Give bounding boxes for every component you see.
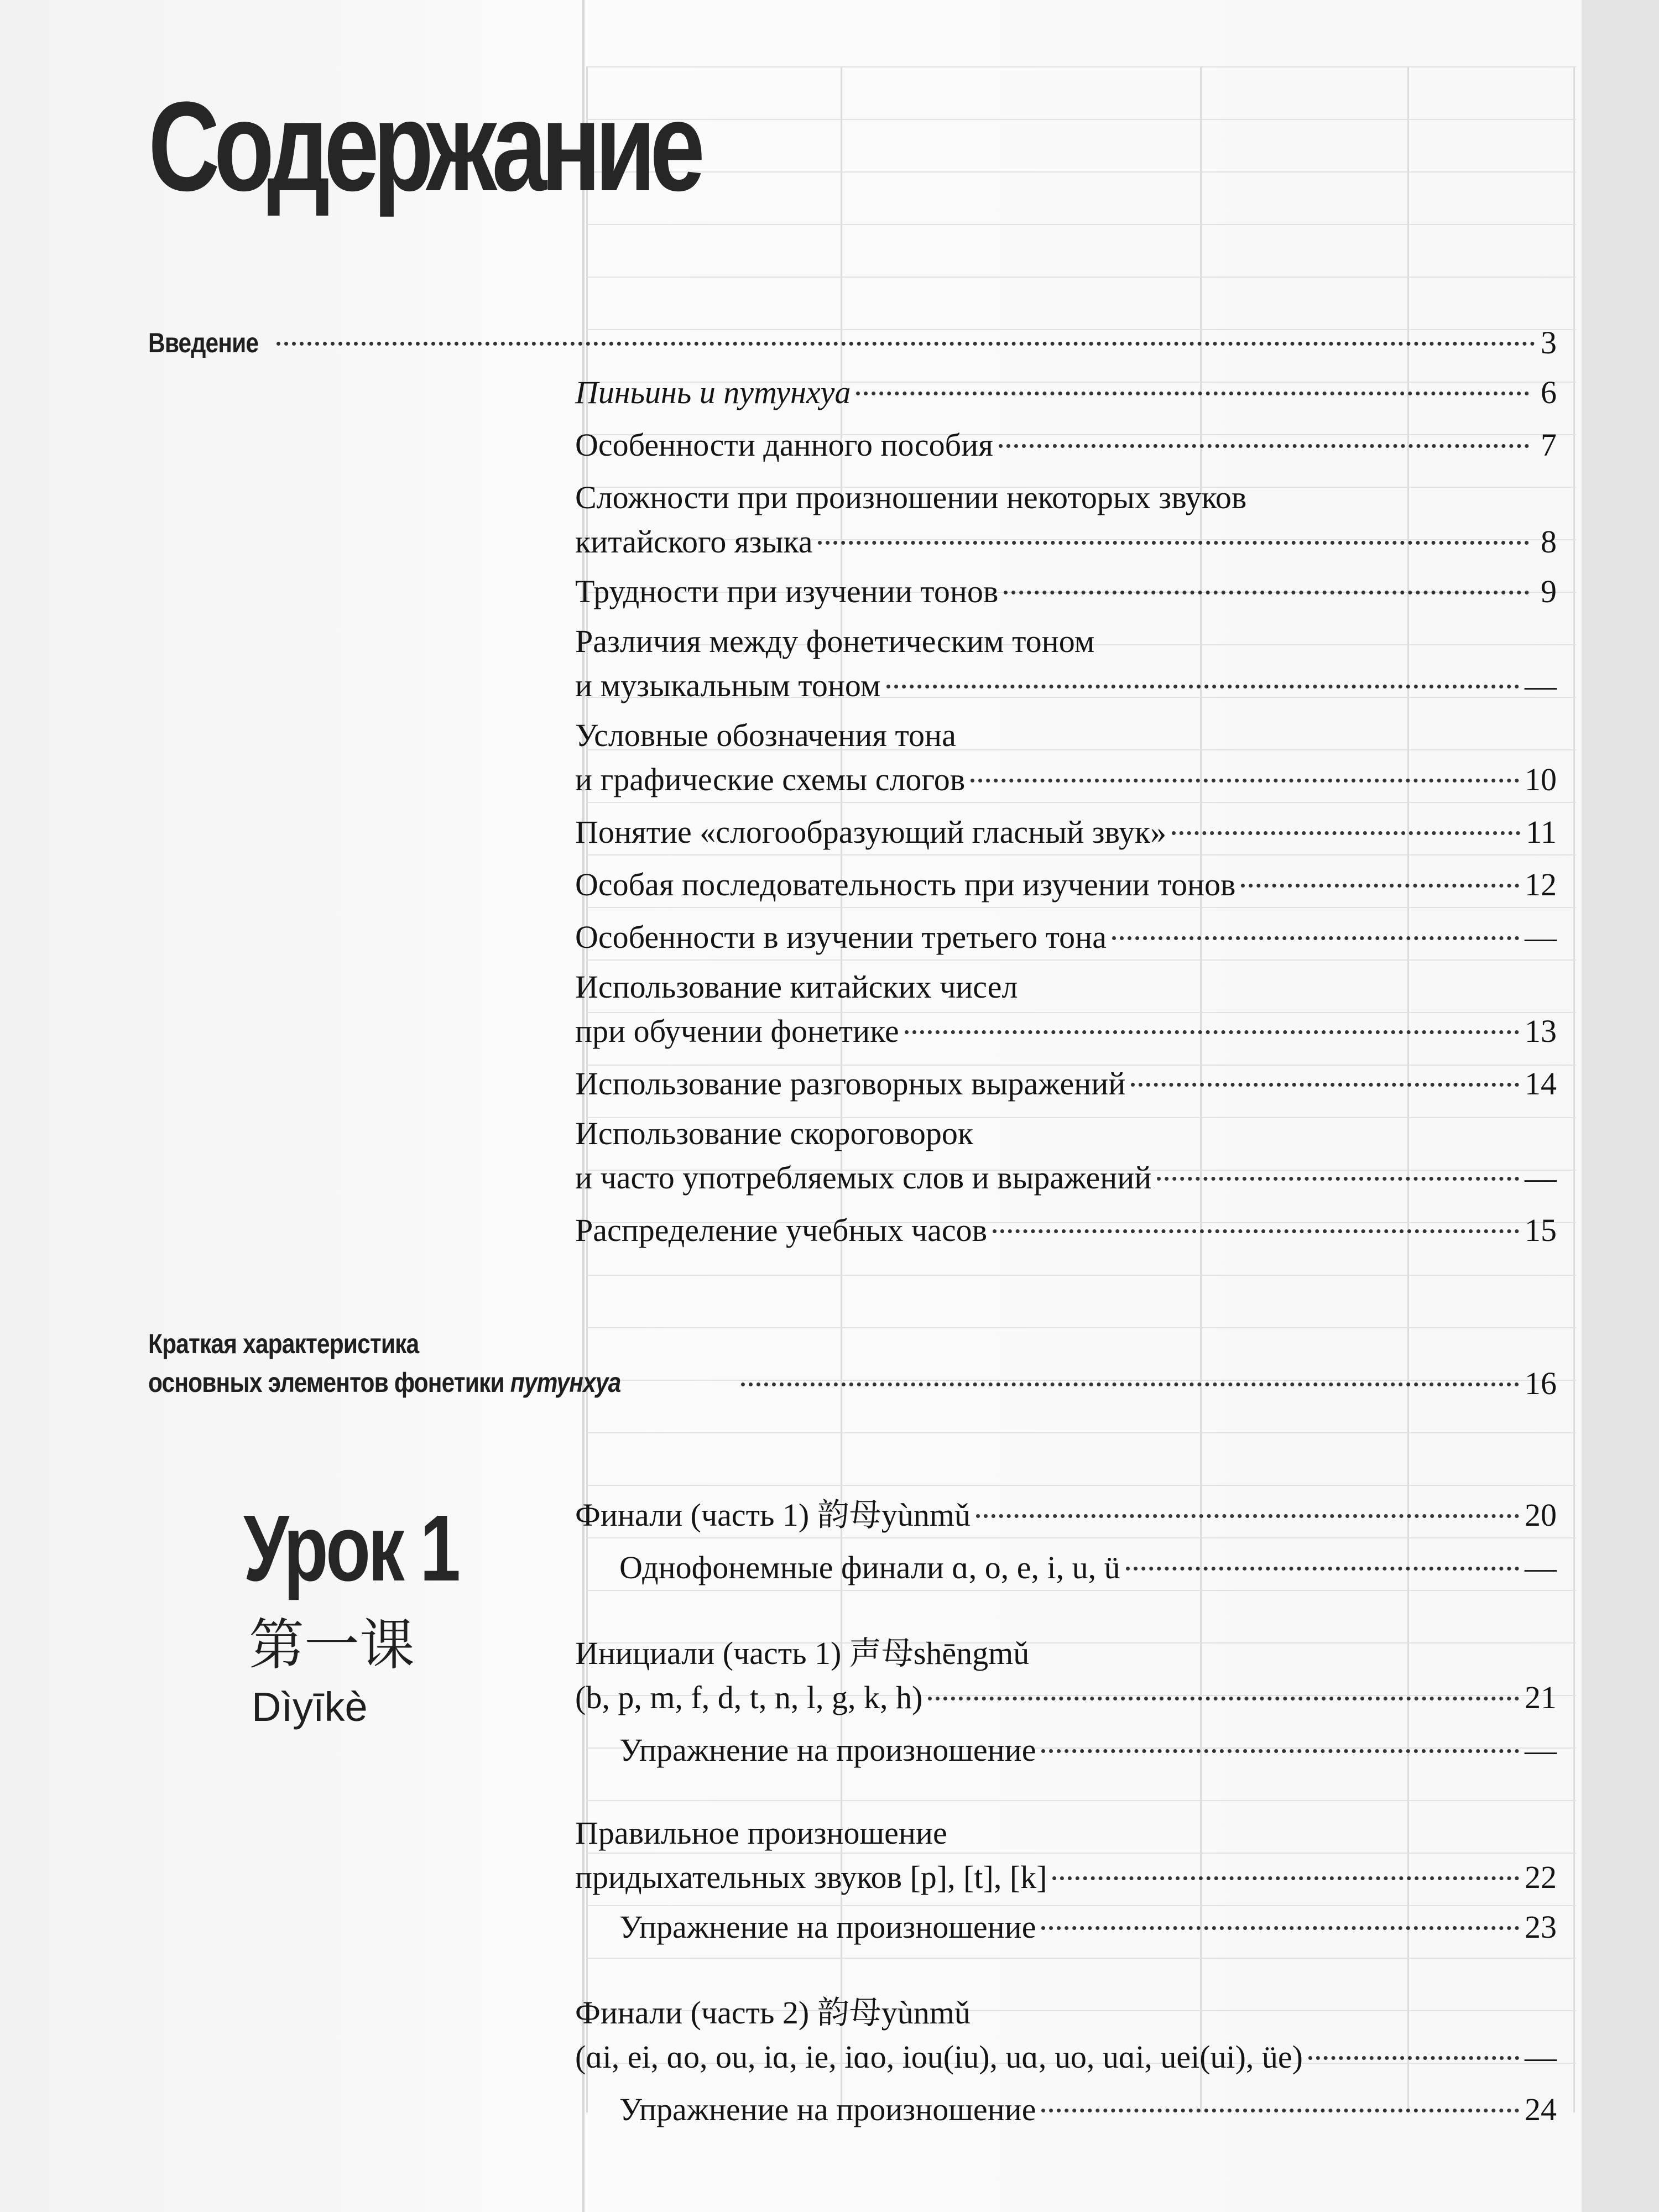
toc-entry-finals-part1[interactable] bbox=[575, 1493, 1557, 1537]
entry-page: — bbox=[1525, 667, 1557, 703]
phonetics-heading-line1: Краткая характеристика bbox=[148, 1328, 419, 1359]
entry-title-line: Финали (часть 2) 韵母yùnmǔ bbox=[575, 1995, 971, 2031]
entry-title: Трудности при изучении тонов bbox=[575, 573, 999, 609]
entry-page: 7 bbox=[1541, 427, 1557, 463]
entry-title: Упражнение на произношение bbox=[619, 1732, 1036, 1768]
toc-entry-tone-notation[interactable] bbox=[575, 713, 1557, 802]
toc-entry-tone-difficulties[interactable] bbox=[575, 570, 1557, 614]
entry-title: Особенности данного пособия bbox=[575, 427, 993, 463]
phonetics-page: 16 bbox=[1525, 1365, 1557, 1401]
entry-title: Упражнение на произношение bbox=[619, 1909, 1036, 1945]
page-title: Содержание bbox=[148, 75, 700, 217]
entry-title-line: Инициали (часть 1) 声母shēngmǔ bbox=[575, 1635, 1030, 1671]
lesson-1-title: Урок 1 bbox=[243, 1496, 458, 1601]
entry-page: 15 bbox=[1525, 1212, 1557, 1248]
entry-page: 13 bbox=[1525, 1013, 1557, 1049]
entry-page: — bbox=[1525, 1732, 1557, 1768]
lesson-1-chinese: 第一课 bbox=[249, 1613, 415, 1677]
entry-title: Финали (часть 1) 韵母yùnmǔ bbox=[575, 1497, 971, 1533]
toc-entry-third-tone[interactable] bbox=[575, 915, 1557, 959]
entry-page: 14 bbox=[1525, 1066, 1557, 1102]
entry-page: — bbox=[1525, 919, 1557, 955]
entry-title-line: Различия между фонетическим тоном bbox=[575, 623, 1095, 659]
phonetics-heading-line2: основных элементов фонетики bbox=[148, 1367, 510, 1398]
intro-leader bbox=[276, 321, 1557, 365]
toc-entry-aspirated-sounds[interactable] bbox=[575, 1811, 1557, 1900]
toc-entry-tongue-twisters[interactable] bbox=[575, 1112, 1557, 1200]
entry-page: — bbox=[1525, 1160, 1557, 1196]
intro-page: 3 bbox=[1541, 325, 1557, 361]
entry-page: 6 bbox=[1541, 374, 1557, 410]
entry-page: 22 bbox=[1525, 1859, 1557, 1895]
entry-title: китайского языка bbox=[575, 524, 813, 560]
entry-title: придыхательных звуков [p], [t], [k] bbox=[575, 1859, 1047, 1895]
entry-title: Распределение учебных часов bbox=[575, 1212, 987, 1248]
entry-title: и музыкальным тоном bbox=[575, 667, 881, 703]
entry-page: 20 bbox=[1525, 1497, 1557, 1533]
entry-page: — bbox=[1525, 1550, 1557, 1585]
entry-page: 21 bbox=[1525, 1679, 1557, 1715]
entry-title-line: Условные обозначения тона bbox=[575, 717, 956, 753]
phonetics-heading-italic: путунхуа bbox=[510, 1367, 621, 1398]
entry-title: Особая последовательность при изучении тонов bbox=[575, 867, 1236, 902]
entry-title-line: Правильное произношение bbox=[575, 1815, 947, 1851]
entry-page: 11 bbox=[1526, 814, 1557, 850]
toc-entry-study-hours[interactable] bbox=[575, 1208, 1557, 1253]
toc-entry-chinese-numbers[interactable] bbox=[575, 965, 1557, 1053]
entry-title: Использование разговорных выражений bbox=[575, 1066, 1126, 1102]
toc-entry-phonetic-vs-musical-tone[interactable] bbox=[575, 619, 1557, 708]
entry-title: при обучении фонетике bbox=[575, 1013, 899, 1049]
entry-title: Однофонемные финали ɑ, o, e, i, u, ü bbox=[619, 1550, 1120, 1585]
entry-page: — bbox=[1525, 2039, 1557, 2075]
toc-entry-tone-sequence[interactable] bbox=[575, 863, 1557, 907]
page-edge bbox=[1582, 0, 1659, 2212]
entry-page: 8 bbox=[1541, 524, 1557, 560]
entry-title: (ɑi, ei, ɑo, ou, iɑ, ie, iɑo, iou(iu), uɑ, uo, uɑi, uei(ui), üe) bbox=[575, 2039, 1303, 2075]
entry-title: Упражнение на произношение bbox=[619, 2091, 1036, 2127]
toc-entry-pronunciation-difficulties[interactable] bbox=[575, 476, 1557, 564]
entry-title-line: Использование скороговорок bbox=[575, 1115, 974, 1151]
toc-entry-single-phoneme-finals[interactable] bbox=[619, 1546, 1557, 1590]
entry-title: и часто употребляемых слов и выражений bbox=[575, 1160, 1152, 1196]
phonetics-heading[interactable] bbox=[148, 1324, 620, 1402]
toc-entry-manual-features[interactable] bbox=[575, 423, 1557, 467]
toc-entry-pronunciation-exercise-2[interactable] bbox=[619, 1905, 1557, 1949]
entry-page: 24 bbox=[1525, 2091, 1557, 2127]
lesson-1-pinyin: Dìyīkè bbox=[252, 1684, 368, 1730]
entry-title: и графические схемы слогов bbox=[575, 761, 966, 797]
toc-entry-pinyin-putonghua[interactable] bbox=[575, 371, 1557, 415]
entry-page: 12 bbox=[1525, 867, 1557, 902]
entry-title-line: Сложности при произношении некоторых звуков bbox=[575, 479, 1247, 515]
entry-page: 9 bbox=[1541, 573, 1557, 609]
entry-title: Пиньинь и путунхуа bbox=[575, 374, 851, 410]
toc-entry-pronunciation-exercise-3[interactable] bbox=[619, 2088, 1557, 2132]
entry-page: 23 bbox=[1525, 1909, 1557, 1945]
toc-entry-finals-part2[interactable] bbox=[575, 1991, 1557, 2079]
entry-page: 10 bbox=[1525, 761, 1557, 797]
toc-entry-pronunciation-exercise-1[interactable] bbox=[619, 1728, 1557, 1772]
toc-entry-colloquial-expressions[interactable] bbox=[575, 1062, 1557, 1106]
entry-title: Понятие «слогообразующий гласный звук» bbox=[575, 814, 1167, 850]
toc-entry-syllabic-vowel[interactable] bbox=[575, 810, 1557, 854]
entry-title: (b, p, m, f, d, t, n, l, g, k, h) bbox=[575, 1679, 923, 1715]
entry-title-line: Использование китайских чисел bbox=[575, 969, 1018, 1005]
entry-title: Особенности в изучении третьего тона bbox=[575, 919, 1107, 955]
toc-entry-initials-part1[interactable] bbox=[575, 1631, 1557, 1720]
intro-heading: Введение bbox=[148, 327, 259, 358]
phonetics-leader bbox=[741, 1361, 1557, 1406]
